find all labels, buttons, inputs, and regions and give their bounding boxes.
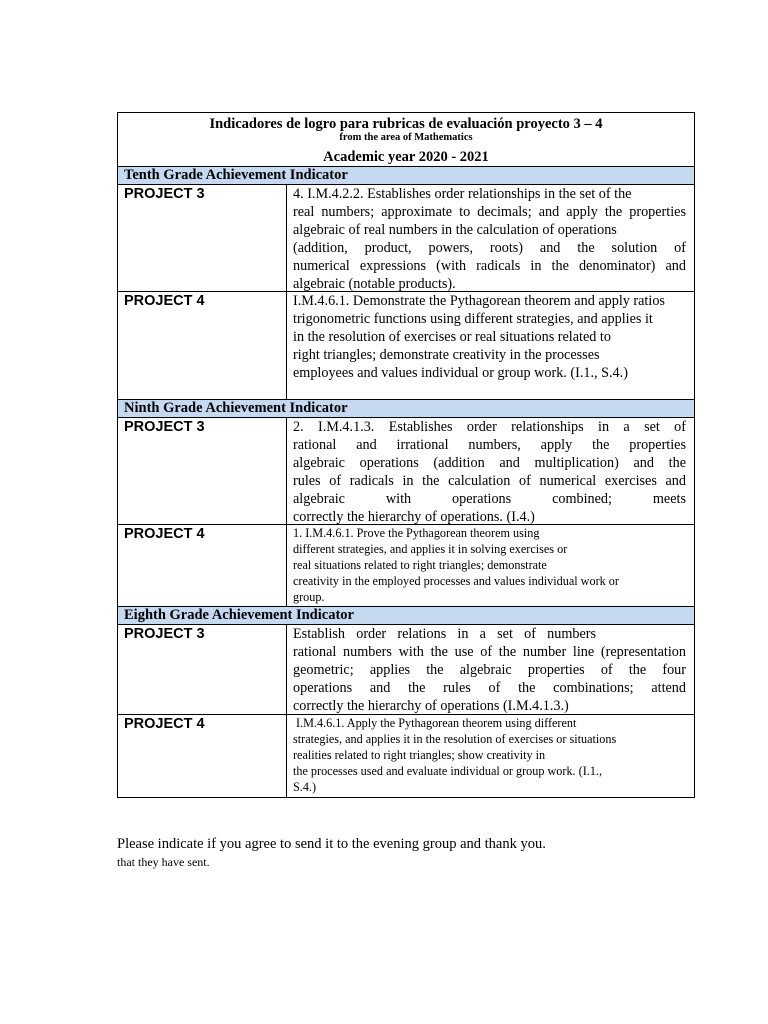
table-row-eighth-project-4 (118, 715, 694, 797)
table-row-tenth-project-3 (118, 185, 694, 292)
indicator-line: geometric; applies the algebraic properties of the four (293, 662, 686, 678)
project-label: PROJECT 3 (118, 625, 287, 714)
indicator-line: the processes used and evaluate individual or group work. (I.1., (293, 764, 603, 778)
indicator-line: realities related to right triangles; show creativity in (293, 748, 546, 762)
table-header (118, 113, 694, 167)
achievement-indicator-table (117, 112, 695, 798)
grade-heading-eighth: Eighth Grade Achievement Indicator (118, 607, 694, 625)
document-subtitle: from the area of Mathematics (339, 132, 473, 143)
indicator-line: rational and irrational numbers, apply the properties (293, 437, 686, 453)
indicator-line: I.M.4.6.1. Demonstrate the Pythagorean theorem and apply ratios (293, 293, 665, 309)
indicator-line: rules of radicals in the calculation of numerical exercises and (293, 473, 686, 489)
indicator-line: strategies, and applies it in the resolution of exercises or situations (293, 732, 617, 746)
indicator-text (287, 715, 694, 797)
indicator-line: employees and values individual or group work. (I.1., S.4.) (293, 365, 628, 381)
project-label: PROJECT 4 (118, 715, 287, 797)
indicator-line: different strategies, and applies it in solving exercises or (293, 542, 568, 556)
indicator-line: numerical expressions (with radicals in the denominator) and (293, 258, 686, 274)
indicator-line: right triangles; demonstrate creativity in the processes (293, 347, 600, 363)
indicator-line: (addition, product, powers, roots) and the solution of (293, 240, 686, 256)
table-row-ninth-project-4 (118, 525, 694, 607)
indicator-line: correctly the hierarchy of operations. (I.4.) (293, 509, 535, 524)
indicator-text (287, 185, 694, 291)
grade-heading-tenth: Tenth Grade Achievement Indicator (118, 167, 694, 185)
indicator-line: 2. I.M.4.1.3. Establishes order relationships in a set of (293, 419, 686, 435)
project-label: PROJECT 4 (118, 292, 287, 399)
indicator-text (287, 292, 694, 399)
indicator-line: I.M.4.6.1. Apply the Pythagorean theorem using different (296, 716, 577, 730)
table-row-ninth-project-3 (118, 418, 694, 525)
indicator-line: algebraic with operations combined; meets (293, 491, 686, 507)
indicator-text (287, 418, 694, 524)
table-row-tenth-project-4 (118, 292, 694, 400)
indicator-line: 4. I.M.4.2.2. Establishes order relationships in the set of the (293, 186, 632, 202)
indicator-line: group. (293, 590, 325, 604)
indicator-line: real situations related to right triangles; demonstrate (293, 558, 547, 572)
project-label: PROJECT 4 (118, 525, 287, 606)
indicator-text (287, 625, 694, 714)
indicator-line: rational numbers with the use of the number line (representation (293, 644, 686, 660)
indicator-line: S.4.) (293, 780, 317, 794)
indicator-line: operations and the rules of the combinations; attend (293, 680, 686, 696)
document-title: Indicadores de logro para rubricas de evaluación proyecto 3 – 4 (209, 116, 603, 132)
indicator-text (287, 525, 694, 606)
indicator-line: in the resolution of exercises or real situations related to (293, 329, 611, 345)
project-label: PROJECT 3 (118, 418, 287, 524)
project-label: PROJECT 3 (118, 185, 287, 291)
indicator-line: correctly the hierarchy of operations (I.M.4.1.3.) (293, 698, 569, 714)
grade-heading-ninth: Ninth Grade Achievement Indicator (118, 400, 694, 418)
footer-note-continuation: that they have sent. (117, 855, 210, 869)
footer-note: Please indicate if you agree to send it to the evening group and thank you. (117, 836, 546, 852)
indicator-line: real numbers; approximate to decimals; and apply the properties (293, 204, 686, 220)
indicator-line: algebraic (notable products). (293, 276, 456, 291)
indicator-line: Establish order relations in a set of numbers (293, 626, 596, 642)
table-row-eighth-project-3 (118, 625, 694, 715)
academic-year: Academic year 2020 - 2021 (323, 149, 489, 165)
indicator-line: 1. I.M.4.6.1. Prove the Pythagorean theorem using (293, 526, 540, 540)
indicator-line: algebraic of real numbers in the calculation of operations (293, 222, 617, 238)
indicator-line: creativity in the employed processes and values individual work or (293, 574, 619, 588)
indicator-line: trigonometric functions using different strategies, and applies it (293, 311, 653, 327)
indicator-line: algebraic operations (addition and multiplication) and the (293, 455, 686, 471)
